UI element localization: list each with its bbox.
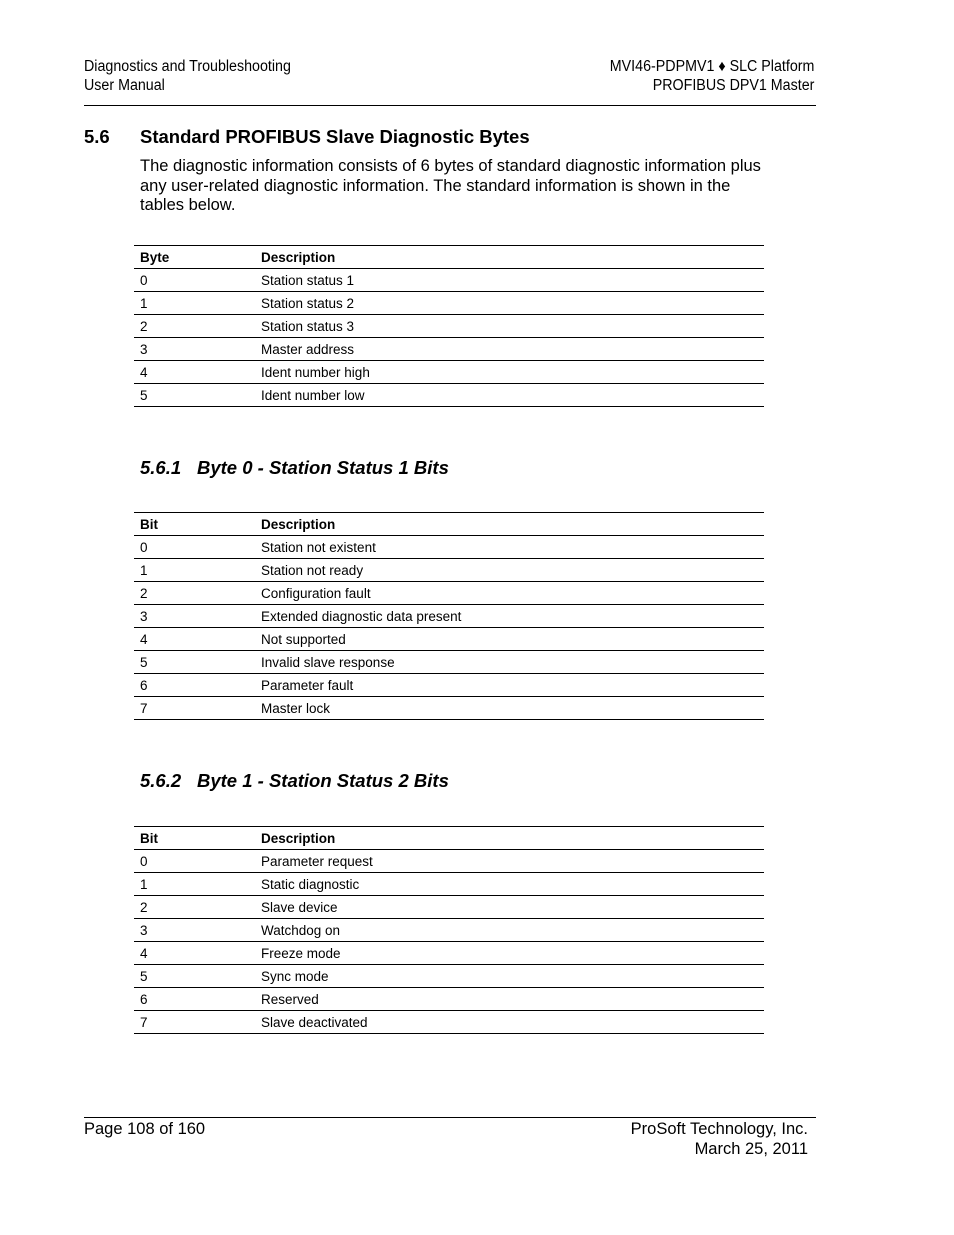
- cell-index: 0: [134, 536, 255, 559]
- page-header-right: [609, 57, 814, 95]
- cell-description: Station not ready: [255, 559, 764, 582]
- cell-description: Station status 3: [255, 315, 764, 338]
- table-header-row: [134, 246, 764, 269]
- footer-divider: [84, 1117, 816, 1118]
- intro-paragraph: The diagnostic information consists of 6 bytes of standard diagnostic information plus any user-related diagnostic information. The standard information is shown in the tables below.: [140, 157, 761, 215]
- cell-index: 7: [134, 1011, 255, 1034]
- cell-description: Extended diagnostic data present: [255, 605, 764, 628]
- cell-index: 1: [134, 873, 255, 896]
- table-header-row: [134, 827, 764, 850]
- column-header-description: Description: [255, 827, 764, 850]
- page-number: Page 108 of 160: [84, 1120, 206, 1138]
- cell-description: Station status 1: [255, 269, 764, 292]
- column-header-description: Description: [255, 246, 764, 269]
- cell-description: Parameter fault: [255, 674, 764, 697]
- column-header-byte: Byte: [134, 246, 255, 269]
- cell-description: Invalid slave response: [255, 651, 764, 674]
- cell-index: 5: [134, 384, 255, 407]
- cell-index: 3: [134, 605, 255, 628]
- cell-index: 7: [134, 697, 255, 720]
- cell-index: 1: [134, 559, 255, 582]
- table-row: [134, 965, 764, 988]
- cell-index: 2: [134, 315, 255, 338]
- table-row: [134, 315, 764, 338]
- cell-index: 5: [134, 965, 255, 988]
- header-chapter: Diagnostics and Troubleshooting: [84, 58, 291, 75]
- cell-index: 4: [134, 942, 255, 965]
- cell-index: 0: [134, 269, 255, 292]
- cell-index: 6: [134, 988, 255, 1011]
- cell-index: 4: [134, 361, 255, 384]
- table-row: [134, 269, 764, 292]
- subsection-number: 5.6.1: [140, 457, 182, 478]
- table-row: [134, 361, 764, 384]
- station-status-1-table: [134, 512, 764, 720]
- table-row: [134, 628, 764, 651]
- page-footer-right: [631, 1120, 808, 1159]
- cell-description: Not supported: [255, 628, 764, 651]
- cell-index: 5: [134, 651, 255, 674]
- header-product-sub: PROFIBUS DPV1 Master: [652, 77, 814, 94]
- cell-index: 2: [134, 896, 255, 919]
- subsection-title: Byte 0 - Station Status 1 Bits: [197, 457, 449, 478]
- table-row: [134, 896, 764, 919]
- table-row: [134, 651, 764, 674]
- table-row: [134, 674, 764, 697]
- cell-index: 2: [134, 582, 255, 605]
- station-status-2-table: [134, 826, 764, 1034]
- cell-description: Configuration fault: [255, 582, 764, 605]
- table-row: [134, 605, 764, 628]
- page-header-left: [84, 57, 291, 95]
- subsection-number: 5.6.2: [140, 770, 182, 791]
- footer-date: March 25, 2011: [694, 1139, 808, 1158]
- cell-index: 4: [134, 628, 255, 651]
- subsection-heading-1: [140, 457, 449, 479]
- section-title: Standard PROFIBUS Slave Diagnostic Bytes: [140, 126, 530, 147]
- header-product: MVI46-PDPMV1 ♦ SLC Platform: [609, 58, 814, 75]
- cell-description: Parameter request: [255, 850, 764, 873]
- cell-description: Station status 2: [255, 292, 764, 315]
- table-row: [134, 873, 764, 896]
- subsection-heading-2: [140, 770, 449, 792]
- table-row: [134, 988, 764, 1011]
- cell-description: Watchdog on: [255, 919, 764, 942]
- header-doc-type: User Manual: [84, 77, 165, 94]
- cell-description: Ident number low: [255, 384, 764, 407]
- table-row: [134, 850, 764, 873]
- cell-description: Slave device: [255, 896, 764, 919]
- cell-description: Sync mode: [255, 965, 764, 988]
- table-row: [134, 559, 764, 582]
- section-number: 5.6: [84, 126, 110, 147]
- column-header-bit: Bit: [134, 513, 255, 536]
- subsection-title: Byte 1 - Station Status 2 Bits: [197, 770, 449, 791]
- table-row: [134, 536, 764, 559]
- cell-description: Station not existent: [255, 536, 764, 559]
- byte-table: [134, 245, 764, 407]
- header-divider: [84, 105, 816, 106]
- table-header-row: [134, 513, 764, 536]
- cell-description: Master address: [255, 338, 764, 361]
- cell-index: 0: [134, 850, 255, 873]
- table-row: [134, 582, 764, 605]
- cell-description: Slave deactivated: [255, 1011, 764, 1034]
- table-row: [134, 919, 764, 942]
- cell-description: Master lock: [255, 697, 764, 720]
- table-row: [134, 338, 764, 361]
- cell-index: 3: [134, 919, 255, 942]
- column-header-bit: Bit: [134, 827, 255, 850]
- table-row: [134, 1011, 764, 1034]
- table-row: [134, 942, 764, 965]
- cell-description: Reserved: [255, 988, 764, 1011]
- footer-company: ProSoft Technology, Inc.: [630, 1120, 808, 1138]
- column-header-description: Description: [255, 513, 764, 536]
- section-heading: [84, 126, 530, 148]
- cell-description: Static diagnostic: [255, 873, 764, 896]
- table-row: [134, 697, 764, 720]
- cell-index: 3: [134, 338, 255, 361]
- cell-description: Ident number high: [255, 361, 764, 384]
- cell-description: Freeze mode: [255, 942, 764, 965]
- table-row: [134, 384, 764, 407]
- table-row: [134, 292, 764, 315]
- cell-index: 1: [134, 292, 255, 315]
- cell-index: 6: [134, 674, 255, 697]
